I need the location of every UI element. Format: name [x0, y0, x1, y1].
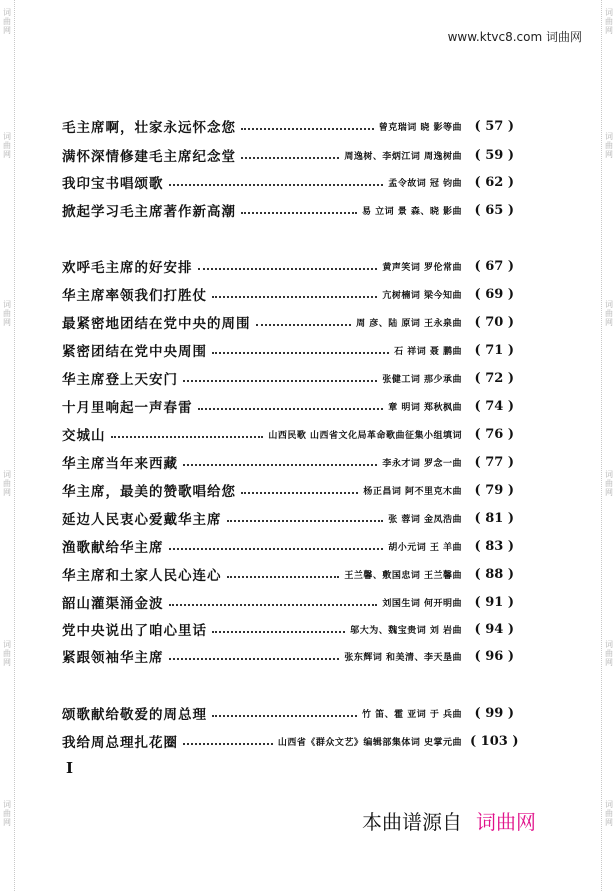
page-number: ( 62 ): [474, 174, 514, 190]
page-number: ( 76 ): [474, 426, 514, 442]
song-title: 华主席和土家人民心连心: [62, 568, 222, 584]
watermark-char: 网: [605, 818, 613, 827]
page-number: ( 77 ): [474, 454, 514, 470]
page-number: ( 99 ): [474, 705, 514, 721]
song-title: 欢呼毛主席的好安排: [62, 260, 193, 276]
song-title: 掀起学习毛主席著作新高潮: [62, 204, 236, 220]
song-title: 华主席率领我们打胜仗: [62, 288, 207, 304]
toc-entry: [62, 452, 514, 472]
song-credits: 曾克瑞词 晓 影等曲: [378, 122, 462, 133]
page-number: ( 74 ): [474, 398, 514, 414]
song-credits: 刘国生词 何开明曲: [382, 598, 462, 609]
source-label: 本曲谱源自: [362, 810, 462, 834]
watermark-char: 网: [3, 26, 11, 35]
dot-leader: [241, 212, 357, 214]
watermark-char: 网: [605, 488, 613, 497]
song-title: 我印宝书唱颂歌: [62, 176, 164, 192]
page-number: ( 79 ): [474, 482, 514, 498]
folio-mark: I: [66, 759, 74, 777]
toc-entry: [62, 116, 514, 136]
toc-entry: [62, 396, 514, 416]
source-credit: [362, 806, 536, 835]
dot-leader: [227, 576, 340, 578]
page-number: ( 69 ): [474, 286, 514, 302]
watermark-char: 网: [605, 26, 613, 35]
song-credits: 石 祥词 聂 鹏曲: [394, 346, 462, 357]
dot-leader: [169, 548, 384, 550]
dot-leader: [241, 128, 374, 130]
dot-leader: [183, 464, 377, 466]
dot-leader: [198, 408, 384, 410]
page-number: ( 88 ): [474, 566, 514, 582]
song-title: 党中央说出了咱心里话: [62, 623, 207, 639]
left-watermark-strip: [0, 0, 15, 891]
watermark-char: 网: [605, 658, 613, 667]
toc-entry: [62, 508, 514, 528]
toc-entry: [62, 312, 514, 332]
toc-entry: [62, 200, 514, 220]
watermark-char: 词: [605, 640, 613, 649]
watermark-char: 曲: [3, 809, 11, 818]
toc-entry: [62, 646, 514, 666]
dot-leader: [241, 157, 339, 159]
watermark-char: 曲: [605, 309, 613, 318]
page-number: ( 57 ): [474, 118, 514, 134]
song-title: 紧跟领袖华主席: [62, 650, 164, 666]
song-credits: 易 立词 景 森、晓 影曲: [361, 206, 462, 217]
song-credits: 孟令故词 冠 钧曲: [388, 178, 462, 189]
page-number: ( 65 ): [474, 202, 514, 218]
dot-leader: [212, 352, 389, 354]
song-title: 我给周总理扎花圈: [62, 735, 178, 751]
watermark-char: 词: [605, 300, 613, 309]
dot-leader: [111, 436, 264, 438]
song-title: 颂歌献给敬爱的周总理: [62, 707, 207, 723]
page-number: ( 72 ): [474, 370, 514, 386]
watermark-char: 网: [3, 150, 11, 159]
toc-entry: [62, 592, 514, 612]
page-number: ( 59 ): [474, 147, 514, 163]
page-number: ( 70 ): [474, 314, 514, 330]
dot-leader: [227, 520, 384, 522]
dot-leader: [183, 380, 377, 382]
song-credits: 章 明词 郑秋枫曲: [388, 402, 462, 413]
toc-entry: [62, 256, 514, 276]
watermark-char: 曲: [3, 17, 11, 26]
song-credits: 张健工词 那少承曲: [382, 374, 462, 385]
watermark-char: 词: [605, 132, 613, 141]
toc-entry: [62, 619, 514, 639]
watermark-char: 词: [3, 8, 11, 17]
dot-leader: [169, 658, 340, 660]
song-title: 华主席登上天安门: [62, 372, 178, 388]
toc-entry: [62, 340, 514, 360]
watermark-char: 网: [3, 488, 11, 497]
toc-entry: [62, 172, 514, 192]
toc-entry: [62, 145, 514, 165]
site-url: www.ktvc8.com 词曲网: [447, 30, 582, 44]
song-title: 延边人民衷心爱戴华主席: [62, 512, 222, 528]
song-title: 渔歌献给华主席: [62, 540, 164, 556]
page-number: ( 103 ): [470, 733, 519, 749]
page-number: ( 67 ): [474, 258, 514, 274]
song-credits: 邬大为、魏宝贵词 刘 岩曲: [350, 625, 462, 636]
watermark-char: 曲: [605, 809, 613, 818]
song-credits: 周逸树、李炳江词 周逸树曲: [344, 151, 462, 162]
song-credits: 黄声笑词 罗伦常曲: [382, 262, 462, 273]
song-title: 十月里响起一声春雷: [62, 400, 193, 416]
watermark-char: 曲: [3, 649, 11, 658]
song-credits: 山西省《群众文艺》编辑部集体词 史掌元曲: [277, 737, 462, 748]
song-credits: 竹 笛、霍 亚词 于 兵曲: [361, 709, 462, 720]
page-number: ( 71 ): [474, 342, 514, 358]
dot-leader: [198, 268, 378, 270]
dot-leader: [169, 604, 378, 606]
song-title: 最紧密地团结在党中央的周围: [62, 316, 251, 332]
watermark-char: 词: [605, 470, 613, 479]
song-title: 满怀深情修建毛主席纪念堂: [62, 149, 236, 165]
song-title: 华主席当年来西藏: [62, 456, 178, 472]
song-credits: 山西民歌 山西省文化局革命歌曲征集小组填词: [268, 430, 462, 441]
toc-entry: [62, 368, 514, 388]
song-credits: 李永才词 罗念一曲: [382, 458, 462, 469]
toc-entry: [62, 284, 514, 304]
dot-leader: [212, 631, 345, 633]
dot-leader: [256, 324, 352, 326]
song-title: 毛主席啊，壮家永远怀念您: [62, 120, 236, 136]
watermark-char: 网: [605, 150, 613, 159]
watermark-char: 词: [3, 300, 11, 309]
right-watermark-strip: [601, 0, 616, 891]
page-number: ( 81 ): [474, 510, 514, 526]
dot-leader: [212, 715, 357, 717]
watermark-char: 词: [3, 640, 11, 649]
song-credits: 张东辉词 和美清、李天垦曲: [344, 652, 462, 663]
toc-entry: [62, 480, 514, 500]
toc-entry: [62, 424, 514, 444]
toc-entry: [62, 536, 514, 556]
song-credits: 杨正昌词 阿不里克木曲: [363, 486, 462, 497]
watermark-char: 网: [3, 658, 11, 667]
watermark-char: 网: [605, 318, 613, 327]
watermark-char: 词: [3, 132, 11, 141]
song-title: 紧密团结在党中央周围: [62, 344, 207, 360]
song-credits: 亢树楠词 梁今知曲: [382, 290, 462, 301]
dot-leader: [183, 743, 273, 745]
watermark-char: 网: [3, 318, 11, 327]
watermark-char: 曲: [3, 309, 11, 318]
watermark-char: 词: [605, 8, 613, 17]
watermark-char: 曲: [605, 141, 613, 150]
toc-entry: [62, 703, 514, 723]
dot-leader: [212, 296, 377, 298]
watermark-char: 词: [605, 800, 613, 809]
song-credits: 王兰馨、敷国忠词 王兰馨曲: [344, 570, 462, 581]
dot-leader: [169, 184, 384, 186]
watermark-char: 曲: [3, 141, 11, 150]
watermark-char: 词: [3, 800, 11, 809]
page-number: ( 94 ): [474, 621, 514, 637]
page-number: ( 91 ): [474, 594, 514, 610]
watermark-char: 曲: [605, 649, 613, 658]
song-credits: 周 彦、陆 原词 王永泉曲: [356, 318, 462, 329]
song-title: 华主席，最美的赞歌唱给您: [62, 484, 236, 500]
toc-entry: [62, 564, 514, 584]
watermark-char: 网: [3, 818, 11, 827]
song-credits: 胡小元词 王 羊曲: [388, 542, 462, 553]
watermark-char: 曲: [3, 479, 11, 488]
source-brand: 词曲网: [476, 810, 536, 834]
song-title: 韶山灌渠涌金波: [62, 596, 164, 612]
toc-entry: [62, 731, 519, 751]
song-credits: 张 蓉词 金凤浩曲: [388, 514, 462, 525]
song-title: 交城山: [62, 428, 106, 444]
page-number: ( 83 ): [474, 538, 514, 554]
page-number: ( 96 ): [474, 648, 514, 664]
watermark-char: 曲: [605, 17, 613, 26]
watermark-char: 曲: [605, 479, 613, 488]
watermark-char: 词: [3, 470, 11, 479]
dot-leader: [241, 492, 358, 494]
